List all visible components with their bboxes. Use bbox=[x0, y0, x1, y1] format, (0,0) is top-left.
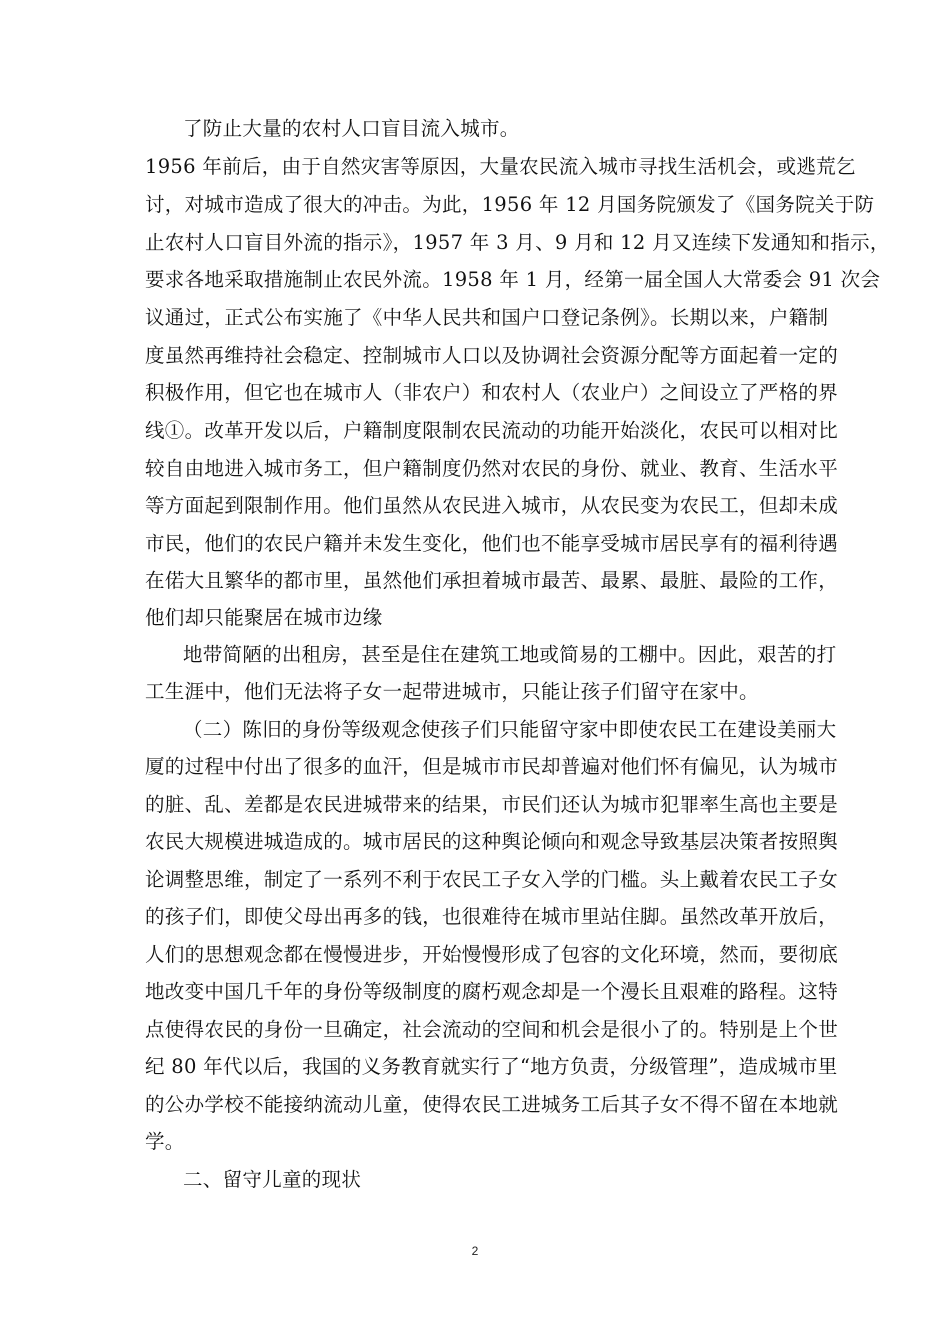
text-line: 纪 80 年代以后，我国的义务教育就实行了“地方负责，分级管理”，造成城市里 bbox=[145, 1055, 838, 1078]
text-line: 较自由地进入城市务工，但户籍制度仍然对农民的身份、就业、教育、生活水平 bbox=[145, 457, 839, 480]
text-line: 他们却只能聚居在城市边缘 bbox=[145, 606, 383, 629]
text-line: 止农村人口盲目外流的指示》，1957 年 3 月、9 月和 12 月又连续下发通知和指示， bbox=[145, 231, 890, 254]
text-line: 的公办学校不能接纳流动儿童，使得农民工进城务工后其子女不得不留在本地就 bbox=[145, 1093, 839, 1116]
page-number: 2 bbox=[471, 1244, 479, 1258]
text-line: 等方面起到限制作用。他们虽然从农民进入城市，从农民变为农民工，但却未成 bbox=[145, 494, 839, 517]
text-line: 市民，他们的农民户籍并未发生变化，他们也不能享受城市居民享有的福利待遇 bbox=[145, 532, 839, 555]
text-line: 在偌大且繁华的都市里，虽然他们承担着城市最苦、最累、最脏、最险的工作， bbox=[145, 569, 839, 592]
text-line: 1956 年前后，由于自然灾害等原因，大量农民流入城市寻找生活机会，或逃荒乞 bbox=[145, 155, 856, 178]
text-line: 要求各地采取措施制止农民外流。1958 年 1 月，经第一届全国人大常委会 91 次会 bbox=[145, 268, 881, 291]
text-line: 地改变中国几千年的身份等级制度的腐朽观念却是一个漫长且艰难的路程。这特 bbox=[145, 980, 839, 1003]
text-line: 人们的思想观念都在慢慢进步，开始慢慢形成了包容的文化环境，然而，要彻底 bbox=[145, 943, 839, 966]
text-line: 讨，对城市造成了很大的冲击。为此，1956 年 12 月国务院颁发了《国务院关于防 bbox=[145, 193, 875, 216]
text-line: 的孩子们，即使父母出再多的钱，也很难待在城市里站住脚。虽然改革开放后， bbox=[145, 905, 839, 928]
text-line: 农民大规模进城造成的。城市居民的这种舆论倾向和观念导致基层决策者按照舆 bbox=[145, 830, 839, 853]
text-line: 了防止大量的农村人口盲目流入城市。 bbox=[183, 117, 520, 140]
section-heading: 二、留守儿童的现状 bbox=[183, 1168, 362, 1191]
text-line: 工生涯中，他们无法将子女一起带进城市，只能让孩子们留守在家中。 bbox=[145, 680, 759, 703]
text-line: 度虽然再维持社会稳定、控制城市人口以及协调社会资源分配等方面起着一定的 bbox=[145, 344, 839, 367]
text-line: 点使得农民的身份一旦确定，社会流动的空间和机会是很小了的。特别是上个世 bbox=[145, 1018, 839, 1041]
text-line: 的脏、乱、差都是农民进城带来的结果，市民们还认为城市犯罪率生高也主要是 bbox=[145, 793, 839, 816]
text-line: 厦的过程中付出了很多的血汗，但是城市市民却普遍对他们怀有偏见，认为城市 bbox=[145, 755, 839, 778]
text-line: 线①。改革开发以后，户籍制度限制农民流动的功能开始淡化，农民可以相对比 bbox=[145, 419, 839, 442]
text-line: 积极作用，但它也在城市人（非农户）和农村人（农业户）之间设立了严格的界 bbox=[145, 381, 839, 404]
section-heading-line: （二）陈旧的身份等级观念使孩子们只能留守家中即使农民工在建设美丽大 bbox=[183, 718, 837, 741]
text-line: 议通过，正式公布实施了《中华人民共和国户口登记条例》。长期以来，户籍制 bbox=[145, 306, 829, 329]
text-line: 论调整思维，制定了一系列不利于农民工子女入学的门槛。头上戴着农民工子女 bbox=[145, 868, 839, 891]
text-line: 地带简陋的出租房，甚至是住在建筑工地或简易的工棚中。因此，艰苦的打 bbox=[183, 643, 837, 666]
text-line: 学。 bbox=[145, 1130, 185, 1153]
